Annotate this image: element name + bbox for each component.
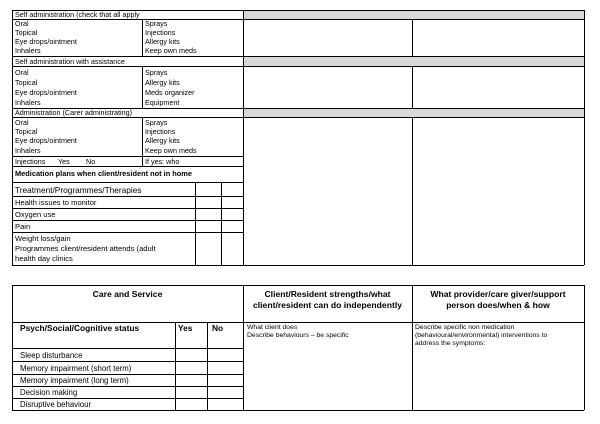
programmes-line: Programmes client/resident attends (adult [15, 244, 156, 253]
assist-right-option[interactable]: Equipment [145, 98, 180, 107]
provider-heading-line2: person does/when & how [446, 300, 550, 310]
psych-item: Disruptive behaviour [20, 400, 92, 409]
strengths-heading-line2: client/resident can do independently [253, 300, 402, 310]
provider-note-line: (behavioural/environmental) interventions to [415, 332, 548, 339]
client-note-line: Describe behaviours – be specific [247, 332, 349, 339]
psych-status-heading: Psych/Social/Cognitive status [20, 323, 140, 333]
treatment-item: Oxygen use [15, 210, 56, 219]
header-shading [243, 11, 584, 19]
self-admin-left-option[interactable]: Inhalers [15, 46, 41, 55]
medication-plans-heading: Medication plans when client/resident not in home [15, 169, 192, 178]
treatment-heading: Treatment/Programmes/Therapies [15, 185, 142, 195]
injections-if-yes-who[interactable]: If yes: who [145, 157, 180, 166]
provider-note-line: Describe specific non medication [415, 324, 515, 331]
assist-right-option[interactable]: Sprays [145, 68, 168, 77]
assist-left-option[interactable]: Eye drops/ointment [15, 88, 77, 97]
injections-label: Injections [15, 157, 46, 166]
self-admin-right-option[interactable]: Sprays [145, 19, 168, 28]
self-admin-right-option[interactable]: Injections [145, 28, 176, 37]
self-admin-left-option[interactable]: Oral [15, 19, 29, 28]
treatment-item: Weight loss/gain [15, 234, 71, 243]
self-admin-right-option[interactable]: Keep own meds [145, 46, 197, 55]
psych-item: Decision making [20, 388, 78, 397]
yes-column-heading: Yes [178, 323, 193, 333]
carer-left-option[interactable]: Topical [15, 127, 38, 136]
assist-right-option[interactable]: Meds organizer [145, 88, 195, 97]
psych-item: Memory impairment (short term) [20, 364, 132, 373]
treatment-item: Pain [15, 222, 31, 231]
self-admin-header: Self administration (check that all apply [15, 10, 140, 19]
no-column-heading: No [212, 323, 224, 333]
carer-left-option[interactable]: Oral [15, 118, 29, 127]
provider-note-line: address the symptoms: [415, 340, 486, 347]
carer-right-option[interactable]: Sprays [145, 118, 168, 127]
treatment-item: Health issues to monitor [15, 198, 97, 207]
header-shading [243, 56, 584, 66]
self-admin-left-option[interactable]: Eye drops/ointment [15, 37, 77, 46]
header-shading [243, 109, 584, 117]
self-admin-left-option[interactable]: Topical [15, 28, 38, 37]
programmes-line: health day clinics [15, 254, 73, 263]
strengths-heading-line1: Client/Resident strengths/what [264, 289, 391, 299]
carer-right-option[interactable]: Allergy kits [145, 136, 180, 145]
carer-left-option[interactable]: Inhalers [15, 146, 41, 155]
care-service-heading: Care and Service [92, 289, 163, 299]
injections-no-option[interactable]: No [86, 157, 96, 166]
self-admin-assist-header: Self administration with assistance [15, 57, 125, 66]
assist-left-option[interactable]: Inhalers [15, 98, 41, 107]
assist-right-option[interactable]: Allergy kits [145, 78, 180, 87]
assist-left-option[interactable]: Topical [15, 78, 38, 87]
carer-right-option[interactable]: Injections [145, 127, 176, 136]
psych-item: Sleep disturbance [20, 351, 83, 360]
self-admin-right-option[interactable]: Allergy kits [145, 37, 180, 46]
client-note-line: What client does [247, 324, 298, 331]
assist-left-option[interactable]: Oral [15, 68, 29, 77]
psych-item: Memory impairment (long term) [20, 376, 129, 385]
provider-heading-line1: What provider/care giver/support [430, 289, 566, 299]
injections-yes-option[interactable]: Yes [58, 157, 70, 166]
carer-admin-header: Administration (Carer administrating) [15, 108, 133, 117]
carer-left-option[interactable]: Eye drops/ointment [15, 136, 77, 145]
carer-right-option[interactable]: Keep own meds [145, 146, 197, 155]
